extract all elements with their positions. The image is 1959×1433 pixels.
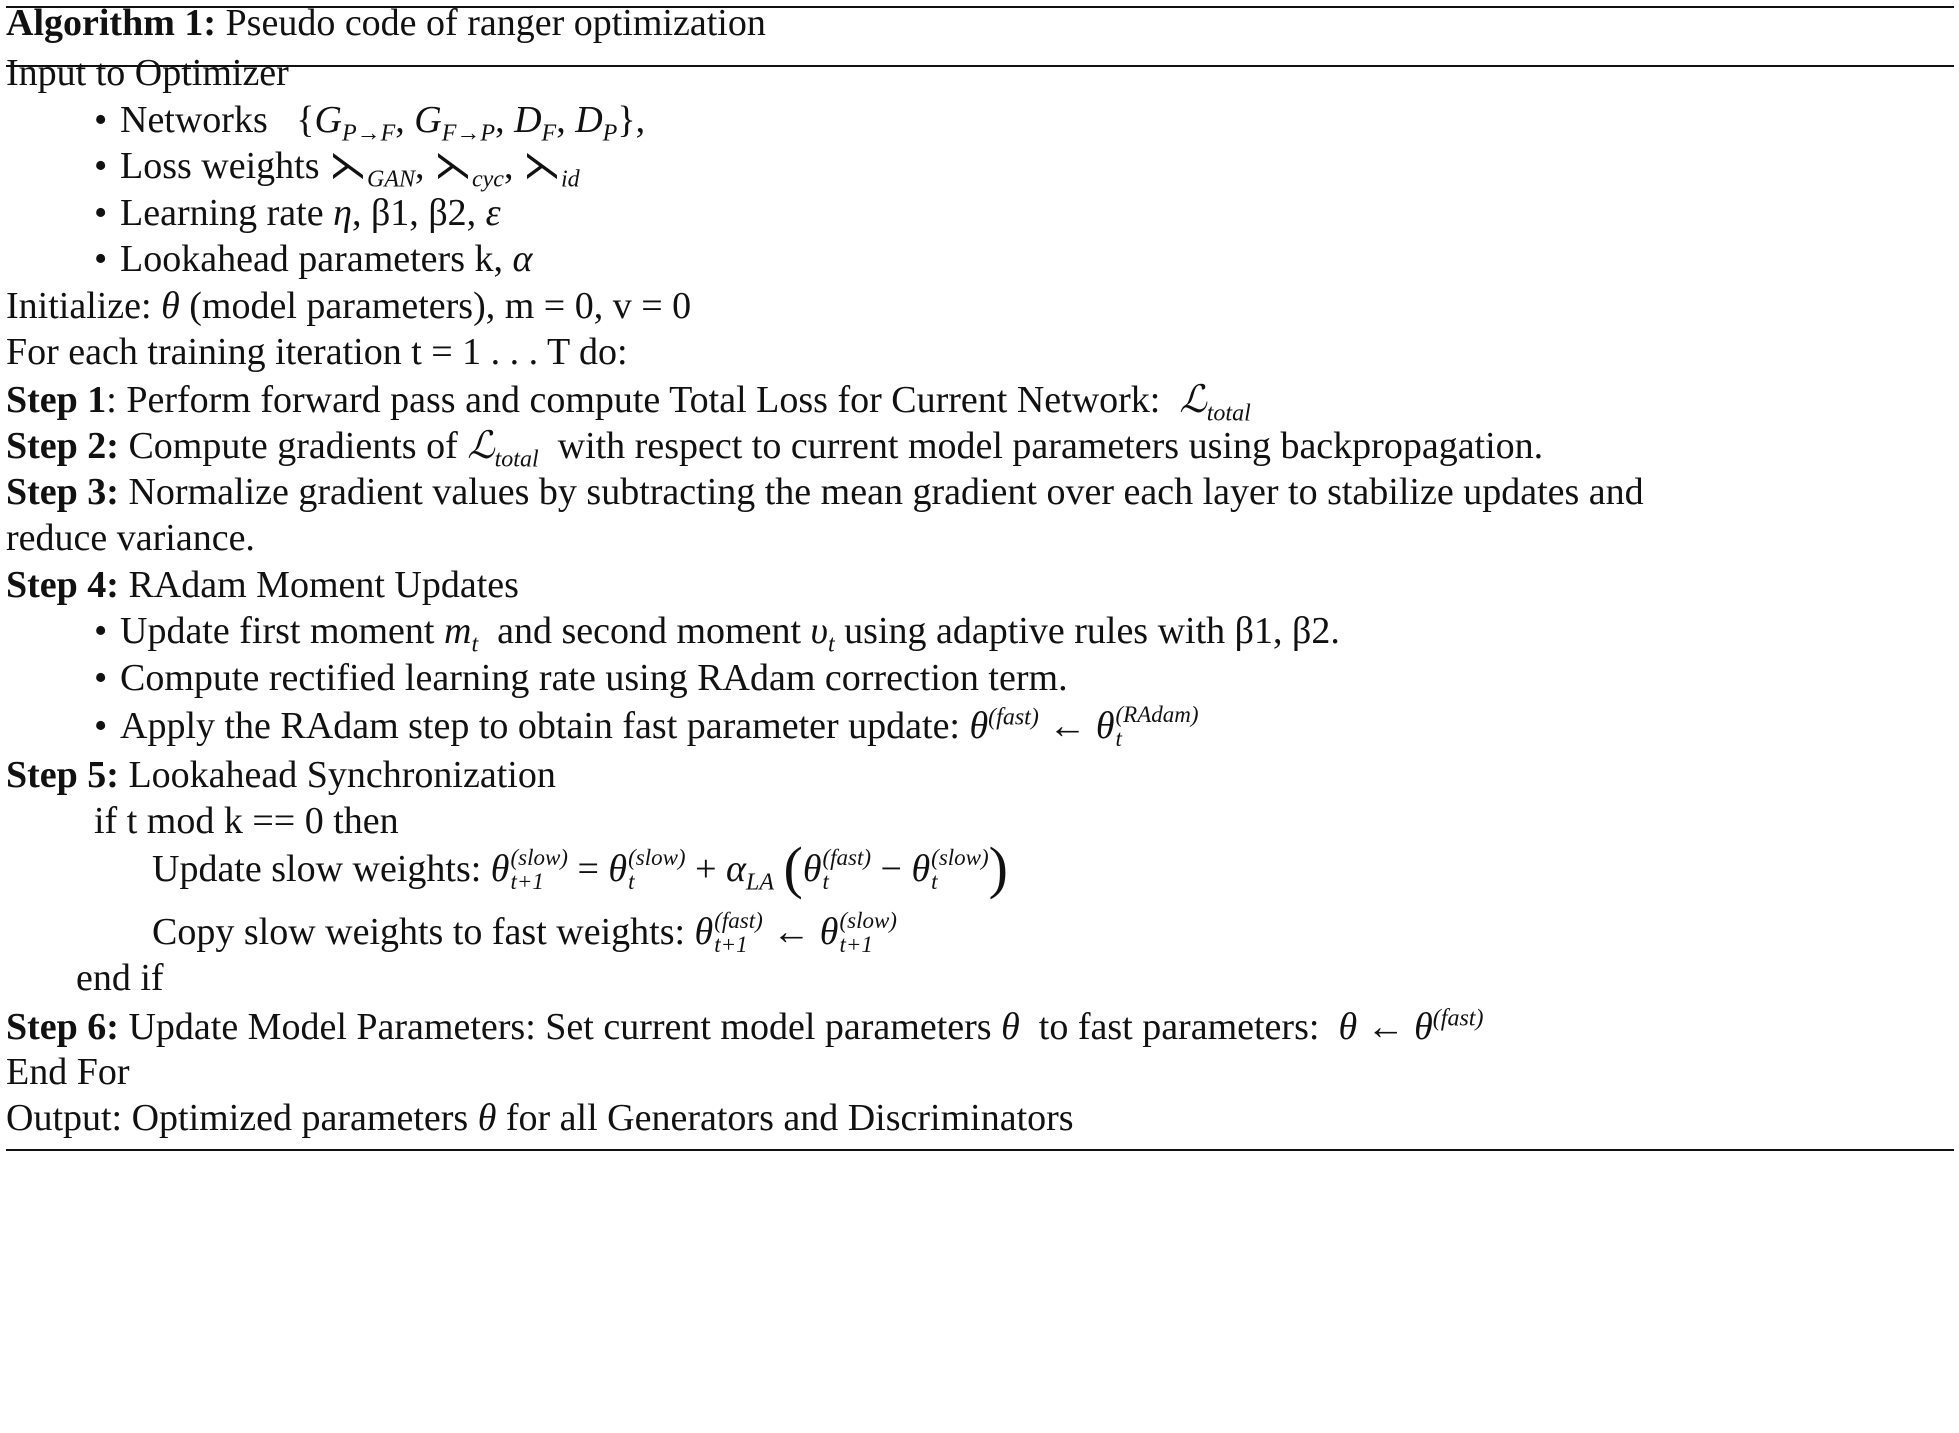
- step6-text: Update Model Parameters: Set current model parameters: [128, 1006, 992, 1048]
- bullet-icon: •: [94, 657, 108, 699]
- total-loss-math: ℒ$_{total}$: [1179, 377, 1251, 427]
- input-learning-rate: • Learning rate η, β1, β2, ε: [94, 184, 501, 242]
- step4-label: Step 4:: [6, 564, 119, 606]
- epsilon-symbol: ε: [485, 192, 501, 234]
- copy-slow-label: Copy slow weights to fast weights:: [152, 911, 686, 953]
- step1-text: : Perform forward pass and compute Total Loss for Current Network:: [106, 379, 1161, 421]
- bullet-icon: •: [94, 192, 108, 234]
- algorithm-title-text: Pseudo code of ranger optimization: [225, 2, 766, 44]
- algorithm-label: Algorithm 1:: [6, 2, 217, 44]
- fast-update-math: $\theta^{(fast)}$ ← θ (RAdam) t: [969, 702, 1199, 752]
- copy-slow-line: [152, 903, 897, 967]
- beta2: β2,: [428, 192, 477, 234]
- step4-b1-mid: and second moment: [497, 610, 802, 652]
- theta-symbol: θ: [477, 1097, 497, 1139]
- input-heading: Input to Optimizer: [6, 52, 289, 94]
- output-text: Output: Optimized parameters: [6, 1097, 469, 1139]
- step4-text: RAdam Moment Updates: [128, 564, 519, 606]
- bottom-rule: [6, 1149, 1954, 1151]
- initialize-label: Initialize:: [6, 285, 152, 327]
- initialize-text: (model parameters), m = 0, v = 0: [189, 285, 692, 327]
- step4-b1-after: using adaptive rules with β1, β2.: [844, 610, 1340, 652]
- theta-fast-math: θ ← $\theta^{(fast)}$: [1338, 1005, 1484, 1048]
- update-slow-math: θ (slow) t+1 = θ (slow) t + $\alpha_{LA}$ (θ (fast) t − θ (slow) t ): [490, 835, 1008, 901]
- step5-text: Lookahead Synchronization: [128, 754, 556, 796]
- step3-text: Normalize gradient values by subtracting the mean gradient over each layer to stabilize updates and: [128, 471, 1644, 513]
- update-slow-line: [152, 835, 1008, 904]
- lookahead-label: Lookahead parameters k,: [120, 238, 503, 280]
- v-t-math: $\upsilon_t$: [810, 610, 835, 658]
- bullet-icon: •: [94, 238, 108, 280]
- step2-label: Step 2:: [6, 425, 119, 467]
- copy-slow-math: θ (fast) t+1 ← θ (slow) t+1: [694, 908, 897, 958]
- endif-line: end if: [76, 957, 164, 999]
- end-for-line: End For: [6, 1051, 130, 1093]
- step2-text-before: Compute gradients of: [128, 425, 458, 467]
- networks-math: {$G_{P\to F}$, $G_{F\to P}$, $D_F$, $D_P$},: [277, 99, 646, 147]
- step6-label: Step 6:: [6, 1006, 119, 1048]
- lr-label: Learning rate: [120, 192, 324, 234]
- loss-label: Loss weights: [120, 145, 320, 187]
- loop-header: For each training iteration t = 1 . . . T do:: [6, 331, 628, 373]
- output-line: [6, 1089, 1074, 1147]
- step4-b1-before: Update first moment: [120, 610, 435, 652]
- step6-line: [6, 998, 1483, 1056]
- bullet-icon: •: [94, 99, 108, 141]
- m-t-math: $m_t$: [443, 610, 479, 658]
- networks-label: Networks: [120, 99, 268, 141]
- theta-symbol: θ: [161, 285, 180, 327]
- if-line: if t mod k == 0 then: [94, 800, 399, 842]
- total-loss-math: ℒ$_{total}$: [467, 423, 539, 473]
- step1-label: Step 1: [6, 379, 107, 421]
- step3-line-cont: reduce variance.: [6, 517, 255, 559]
- eta-symbol: η: [333, 192, 352, 234]
- step6-text-after: to fast parameters:: [1038, 1006, 1320, 1048]
- bullet-icon: •: [94, 145, 108, 187]
- step4-b2: Compute rectified learning rate using RAdam correction term.: [120, 657, 1068, 699]
- header-rule: [6, 65, 1954, 67]
- step3-label: Step 3:: [6, 471, 119, 513]
- beta1: β1,: [370, 192, 419, 234]
- step4-b3: Apply the RAdam step to obtain fast parameter update:: [120, 705, 960, 747]
- alpha-symbol: α: [512, 238, 533, 280]
- step2-text-after: with respect to current model parameters using backpropagation.: [557, 425, 1544, 467]
- output-text-after: for all Generators and Discriminators: [505, 1097, 1074, 1139]
- step5-label: Step 5:: [6, 754, 119, 796]
- bullet-icon: •: [94, 705, 108, 747]
- bullet-icon: •: [94, 610, 108, 652]
- algorithm-box: [6, 0, 1954, 1433]
- loss-math: $⋋_{GAN}$, $⋋_{cyc}$, $⋋_{id}$: [329, 145, 580, 193]
- theta-symbol: θ: [1001, 1006, 1020, 1048]
- update-slow-label: Update slow weights:: [152, 848, 482, 890]
